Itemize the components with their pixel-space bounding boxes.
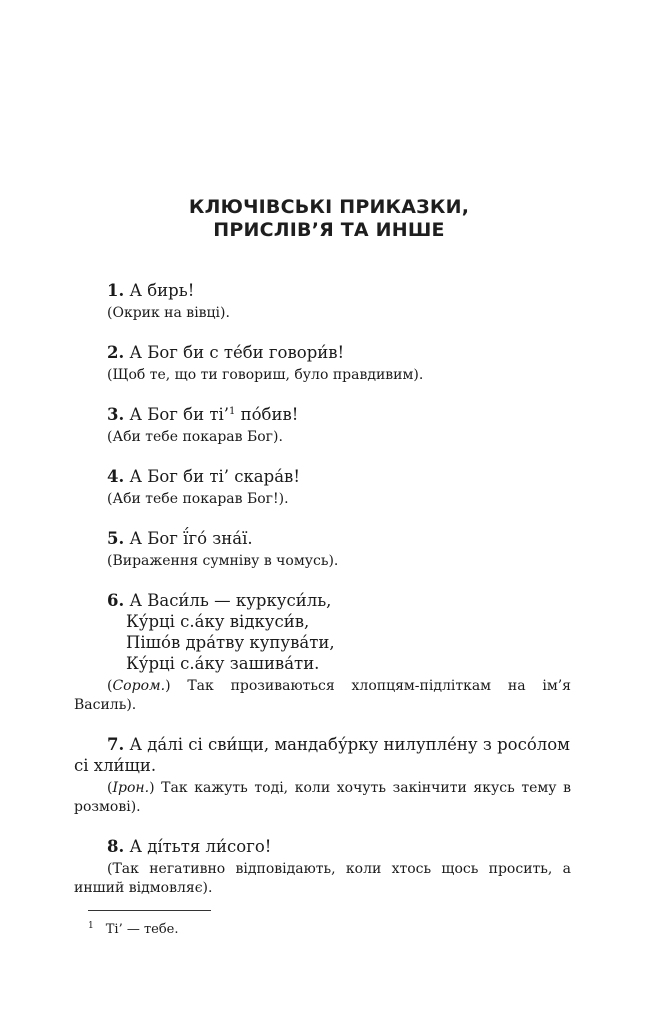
proverb-text	[74, 342, 571, 363]
proverb-phrase: А Бог би с те́би говори́в!	[129, 343, 345, 362]
note-paren: (	[107, 678, 113, 694]
proverb-phrase-part-1: А Бог би ті’	[129, 405, 229, 424]
footnote	[88, 918, 179, 938]
proverb-entry-1	[74, 280, 571, 323]
proverb-explanation: (Так негативно відповідають, коли хтось щось просить, а инший відмовляє).	[74, 861, 571, 896]
chapter-title-line-2: ПРИСЛІВ’Я ТА ИНШЕ	[213, 219, 445, 241]
proverb-phrase: А бирь!	[129, 281, 195, 300]
note-paren: (	[107, 780, 113, 796]
chapter-title-line-1: КЛЮЧІВСЬКІ ПРИКАЗКИ,	[188, 196, 470, 218]
note-label: Ірон.	[112, 780, 150, 796]
proverb-phrase: А Бог би ті’ скара́в!	[129, 467, 300, 486]
proverb-text	[74, 466, 571, 487]
proverb-phrase: А ді́тьтя ли́сого!	[129, 837, 272, 856]
note-text: ) Так прозиваються хлопцям-підліткам на ім’я Василь).	[74, 678, 571, 713]
proverb-number: 2.	[107, 343, 125, 362]
proverb-text	[74, 734, 571, 776]
proverb-explanation	[74, 779, 571, 817]
chapter-title	[0, 196, 658, 242]
proverb-number: 1.	[107, 281, 125, 300]
proverb-explanation: (Вираження сумніву в чомусь).	[107, 553, 339, 569]
proverb-number: 5.	[107, 529, 125, 548]
proverb-entry-3	[74, 404, 571, 447]
verse-line: А Васи́ль — куркуси́ль,	[129, 591, 332, 610]
proverb-text	[74, 404, 571, 425]
proverb-entry-6	[74, 590, 571, 715]
proverb-entry-4	[74, 466, 571, 509]
note-text: ) Так кажуть тоді, коли хочуть закінчити якусь тему в розмові).	[74, 780, 571, 815]
proverb-text	[74, 590, 571, 611]
proverb-number: 3.	[107, 405, 125, 424]
proverb-phrase-part-2: по́бив!	[235, 405, 299, 424]
verse-line: Ку́рці с.а́ку зашива́ти.	[126, 654, 320, 673]
proverb-phrase: А да́лі сі сви́щи, мандабу́рку нилупле́ну з росо́лом сі хли́щи.	[74, 735, 571, 775]
proverb-number: 7.	[107, 735, 125, 754]
proverb-entry-7	[74, 734, 571, 817]
proverb-explanation: (Окрик на вівці).	[107, 305, 230, 321]
proverb-phrase: А Бог ї́го́ зна́ї.	[129, 529, 253, 548]
proverb-text	[74, 836, 571, 857]
footnote-text: Ті’ — тебе.	[105, 922, 179, 937]
proverb-number: 4.	[107, 467, 125, 486]
proverb-entry-2	[74, 342, 571, 385]
proverb-entry-5	[74, 528, 571, 571]
proverb-explanation: (Щоб те, що ти говориш, було правдивим).	[107, 367, 424, 383]
verse-line: Пішо́в дра́тву купува́ти,	[126, 633, 335, 652]
proverb-explanation: (Аби тебе покарав Бог).	[107, 429, 283, 445]
footnote-number: 1	[88, 921, 94, 931]
proverb-number: 6.	[107, 591, 125, 610]
proverb-explanation: (Аби тебе покарав Бог!).	[107, 491, 289, 507]
verse-line: Ку́рці с.а́ку відкуси́в,	[126, 612, 310, 631]
note-label: Сором.	[112, 678, 166, 694]
proverb-text	[74, 528, 571, 549]
footnote-reference: 1	[229, 406, 236, 417]
proverb-number: 8.	[107, 837, 125, 856]
proverbs-list	[74, 280, 571, 898]
footnote-separator	[88, 910, 211, 911]
proverb-explanation	[74, 677, 571, 715]
proverb-entry-8	[74, 836, 571, 898]
proverb-text	[74, 280, 571, 301]
